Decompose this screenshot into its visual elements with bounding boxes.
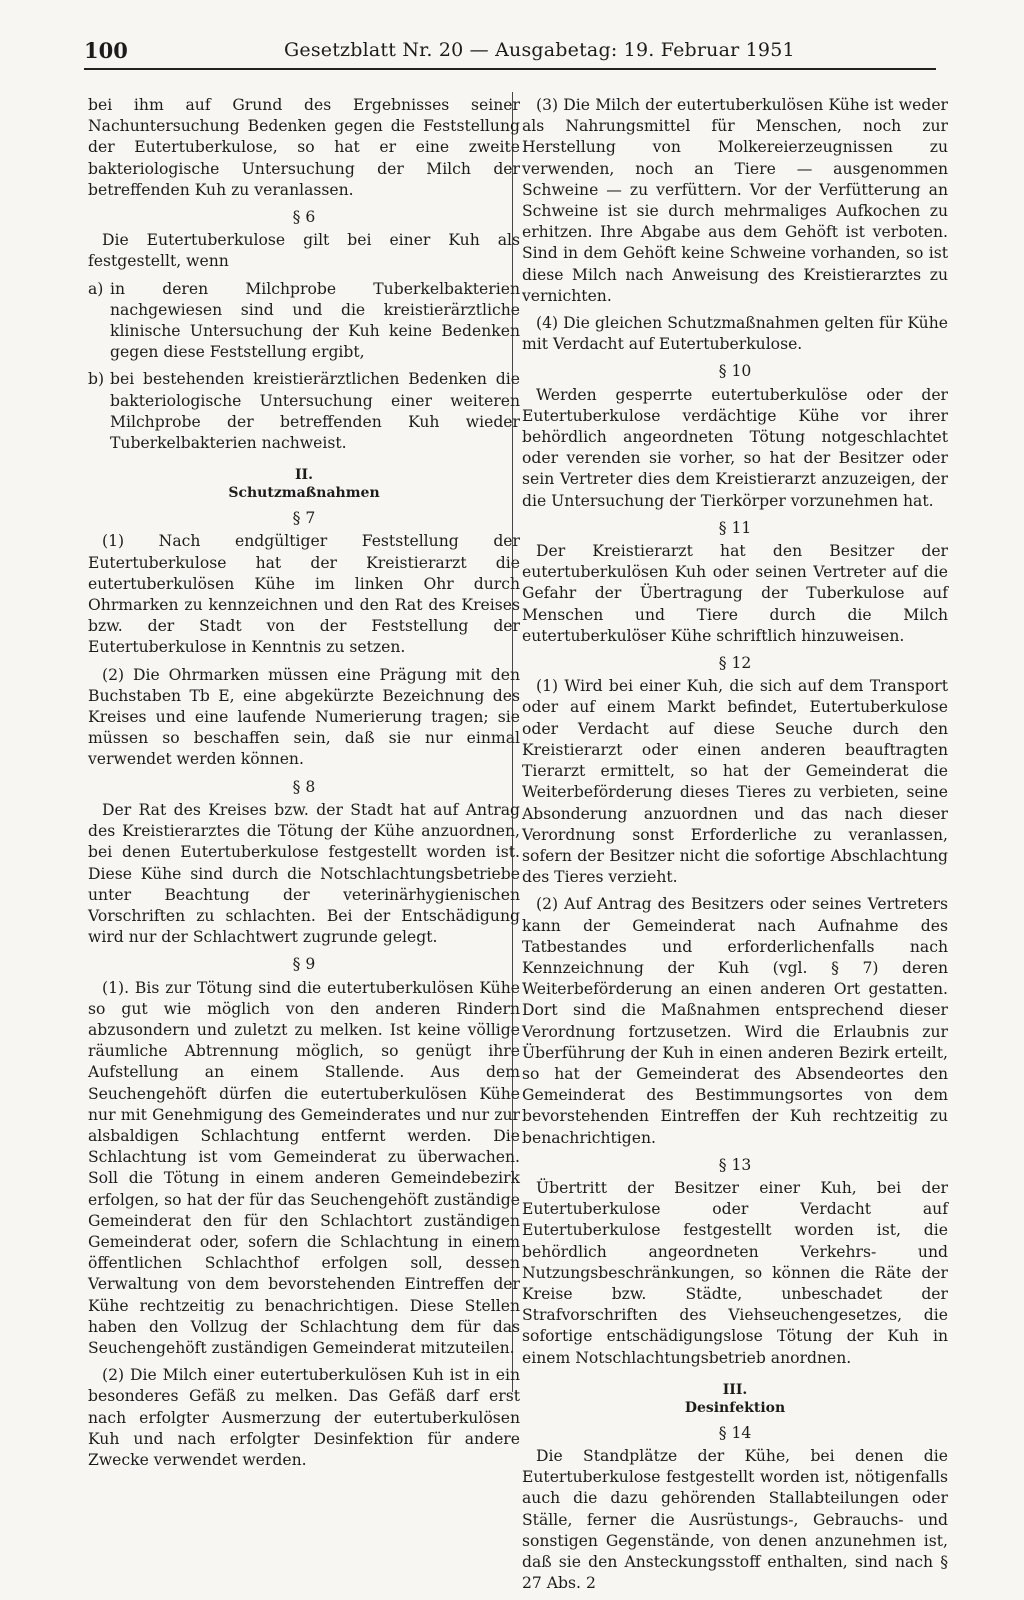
- list-item-label: a): [88, 279, 104, 298]
- section-9-paragraph-3: (3) Die Milch der eutertuberkulösen Kühe ist weder als Nahrungsmittel für Menschen, noch zur Herstellung von Molkereierzeugnissen zu verwenden, noch an Tiere — ausgenommen Schweine — zu verfüttern. Vor der Verfütterung an Schweine ist sie durch mehrmaliges Aufkochen zu erhitzen. Ihre Abgabe aus dem Gehöft ist verboten. Sind in dem Gehöft keine Schweine vorhanden, so ist diese Milch nach Anweisung des Kreistierarztes zu vernichten.: [522, 96, 948, 305]
- section-8-text: Der Rat des Kreises bzw. der Stadt hat auf Antrag des Kreistierarztes die Tötung der Kühe anzuordnen, bei denen Eutertuberkulose festgestellt worden ist. Diese Kühe sind durch die Notschlachtungsbetriebe unter Beachtung der veterinärhygienischen Vorschriften zu schlachten. Bei der Entschädigung wird nur der Schlachtwert zugrunde gelegt.: [88, 800, 520, 947]
- section-11-text: Der Kreistierarzt hat den Besitzer der eutertuberkulösen Kuh oder seinen Vertreter auf die Gefahr der Übertragung der Tuberkulose auf Menschen und Tiere durch die Milch eutertuberkulöser Kühe schriftlich hinzuweisen.: [522, 542, 948, 645]
- list-item-label: b): [88, 370, 105, 389]
- section-14-text: Die Standplätze der Kühe, bei denen die Eutertuberkulose festgestellt worden ist, nötigenfalls auch die dazu gehörenden Stallabteilungen oder Ställe, ferner die Ausrüstungs-, Gebrauchs- und sonstigen Gegenstände, von denen anzunehmen ist, daß sie den Ansteckungsstoff enthalten, sind nach § 27 Abs. 2: [522, 1446, 948, 1593]
- section-6-text: Die Eutertuberkulose gilt bei einer Kuh als festgestellt, wenn: [88, 231, 520, 271]
- section-9-heading: § 9: [292, 955, 316, 974]
- section-12-heading: § 12: [718, 654, 752, 673]
- section-9-paragraph-1: (1). Bis zur Tötung sind die eutertuberkulösen Kühe so gut wie möglich von den anderen Rindern abzusondern und zuletzt zu melken. Ist keine völlige räumliche Abtrennung möglich, so genügt ihre Aufstellung an einem Stallende. Aus dem Seuchengehöft dürfen die eutertuberkulösen Kühe nur mit Genehmigung des Gemeinderates und nur zur alsbaldigen Schlachtung entfernt werden. Die Schlachtung ist vom Gemeinderat zu überwachen. Soll die Tötung in einem anderen Gemeindebezirk erfolgen, so hat der für das Seuchengehöft zuständige Gemeinderat den für den Schlachtort zuständigen Gemeinderat oder, sofern die Schlachtung in einem öffentlichen Schlachthof erfolgen soll, dessen Verwaltung von dem bevorstehenden Eintreffen der Kühe rechtzeitig zu benachrichtigen. Diese Stellen haben den Vollzug der Schlachtung dem für das Seuchengehöft zuständigen Gemeinderat mitzuteilen.: [88, 978, 520, 1357]
- section-6-heading: § 6: [292, 208, 316, 227]
- section-13-heading: § 13: [718, 1155, 752, 1174]
- section-13-text: Übertritt der Besitzer einer Kuh, bei der Eutertuberkulose oder Verdacht auf Eutertuberkulose festgestellt worden ist, die behördlich angeordneten Verkehrs- und Nutzungsbeschränkungen, so können die Räte der Kreise bzw. Städte, unbeschadet der Strafvorschriften des Viehseuchengesetzes, die sofortige entschädigungslose Tötung der Kuh in einem Notschlachtungsbetrieb anordnen.: [522, 1178, 948, 1367]
- page-number: 100: [84, 38, 128, 63]
- section-2-title: Schutzmaßnahmen: [228, 485, 380, 502]
- gazette-title: Gesetzblatt Nr. 20 — Ausgabetag: 19. Februar 1951: [284, 39, 795, 61]
- list-item: [88, 279, 520, 364]
- list-item: [88, 369, 520, 454]
- section-11-heading: § 11: [718, 518, 752, 537]
- section-3-title: Desinfektion: [684, 1399, 786, 1416]
- section-10-heading: § 10: [718, 362, 752, 381]
- page-header: [84, 38, 936, 70]
- section-12-paragraph-2: (2) Auf Antrag des Besitzers oder seines Vertreters kann der Gemeinderat nach Aufnahme des Tatbestandes und erforderlichenfalls nach Kennzeichnung der Kuh (vgl. § 7) deren Weiterbeförderung an einen anderen Ort gestatten. Dort sind die Maßnahmen entsprechend dieser Verordnung fortzusetzen. Wird die Erlaubnis zur Überführung der Kuh in einen anderen Bezirk erteilt, so hat der Gemeinderat des Absendeortes den Gemeinderat des Bestimmungsortes von dem bevorstehenden Eintreffen der Kuh rechtzeitig zu benachrichtigen.: [522, 895, 948, 1147]
- list-item-text: in deren Milchprobe Tuberkelbakterien nachgewiesen sind und die kreistierärztliche klinische Untersuchung der Kuh keine Bedenken gegen diese Feststellung ergibt,: [110, 279, 520, 362]
- section-7-paragraph-1: (1) Nach endgültiger Feststellung der Eutertuberkulose hat der Kreistierarzt die eutertuberkulösen Kühe im linken Ohr durch Ohrmarken zu kennzeichnen und den Rat des Kreises bzw. der Stadt von der Feststellung der Eutertuberkulose in Kenntnis zu setzen.: [88, 532, 520, 657]
- left-column: [88, 95, 520, 1477]
- section-12-paragraph-1: (1) Wird bei einer Kuh, die sich auf dem Transport oder auf einem Markt befindet, Eutertuberkulose oder Verdacht auf diese Seuche durch den Kreistierarzt oder einen anderen beauftragten Tierarzt ermittelt, so hat der Gemeinderat die Weiterbeförderung dieses Tieres zu verbieten, seine Absonderung anzuordnen und das nach dieser Verordnung sonst Erforderliche zu veranlassen, sofern der Besitzer nicht die sofortige Abschlachtung des Tieres verzieht.: [522, 677, 948, 887]
- section-9-paragraph-4: (4) Die gleichen Schutzmaßnahmen gelten für Kühe mit Verdacht auf Eutertuberkulose.: [522, 314, 948, 354]
- section-7-paragraph-2: (2) Die Ohrmarken müssen eine Prägung mit den Buchstaben Tb E, eine abgekürzte Bezeichnung des Kreises und eine laufende Numerierung tragen; sie müssen so beschaffen sein, daß sie nur einmal verwendet werden können.: [88, 665, 520, 769]
- section-9-paragraph-2: (2) Die Milch einer eutertuberkulösen Kuh ist in ein besonderes Gefäß zu melken. Das Gefäß darf erst nach erfolgter Ausmerzung der eutertuberkulösen Kuh und nach erfolgter Desinfektion für andere Zwecke verwendet werden.: [88, 1366, 520, 1469]
- list-item-text: bei bestehenden kreistierärztlichen Bedenken die bakteriologische Untersuchung einer weiteren Milchprobe der betreffenden Kuh wieder Tuberkelbakterien nachweist.: [110, 370, 520, 453]
- section-10-text: Werden gesperrte eutertuberkulöse oder der Eutertuberkulose verdächtige Kühe vor ihrer behördlich angeordneten Tötung notgeschlachtet oder verenden sie vorher, so hat der Besitzer oder sein Vertreter dies dem Kreistierarzt anzuzeigen, der die Untersuchung der Tierkörper vorzunehmen hat.: [522, 385, 948, 510]
- section-7-heading: § 7: [292, 509, 316, 528]
- section-14-heading: § 14: [718, 1423, 752, 1442]
- right-column: [522, 95, 948, 1600]
- continued-paragraph: bei ihm auf Grund des Ergebnisses seiner Nachuntersuchung Bedenken gegen die Feststellung der Eutertuberkulose, so hat er eine zweite bakteriologische Untersuchung der Milch der betreffenden Kuh zu veranlassen.: [88, 96, 520, 199]
- section-8-heading: § 8: [292, 777, 316, 796]
- section-3-number: III.: [722, 1381, 748, 1398]
- section-2-number: II.: [295, 467, 313, 484]
